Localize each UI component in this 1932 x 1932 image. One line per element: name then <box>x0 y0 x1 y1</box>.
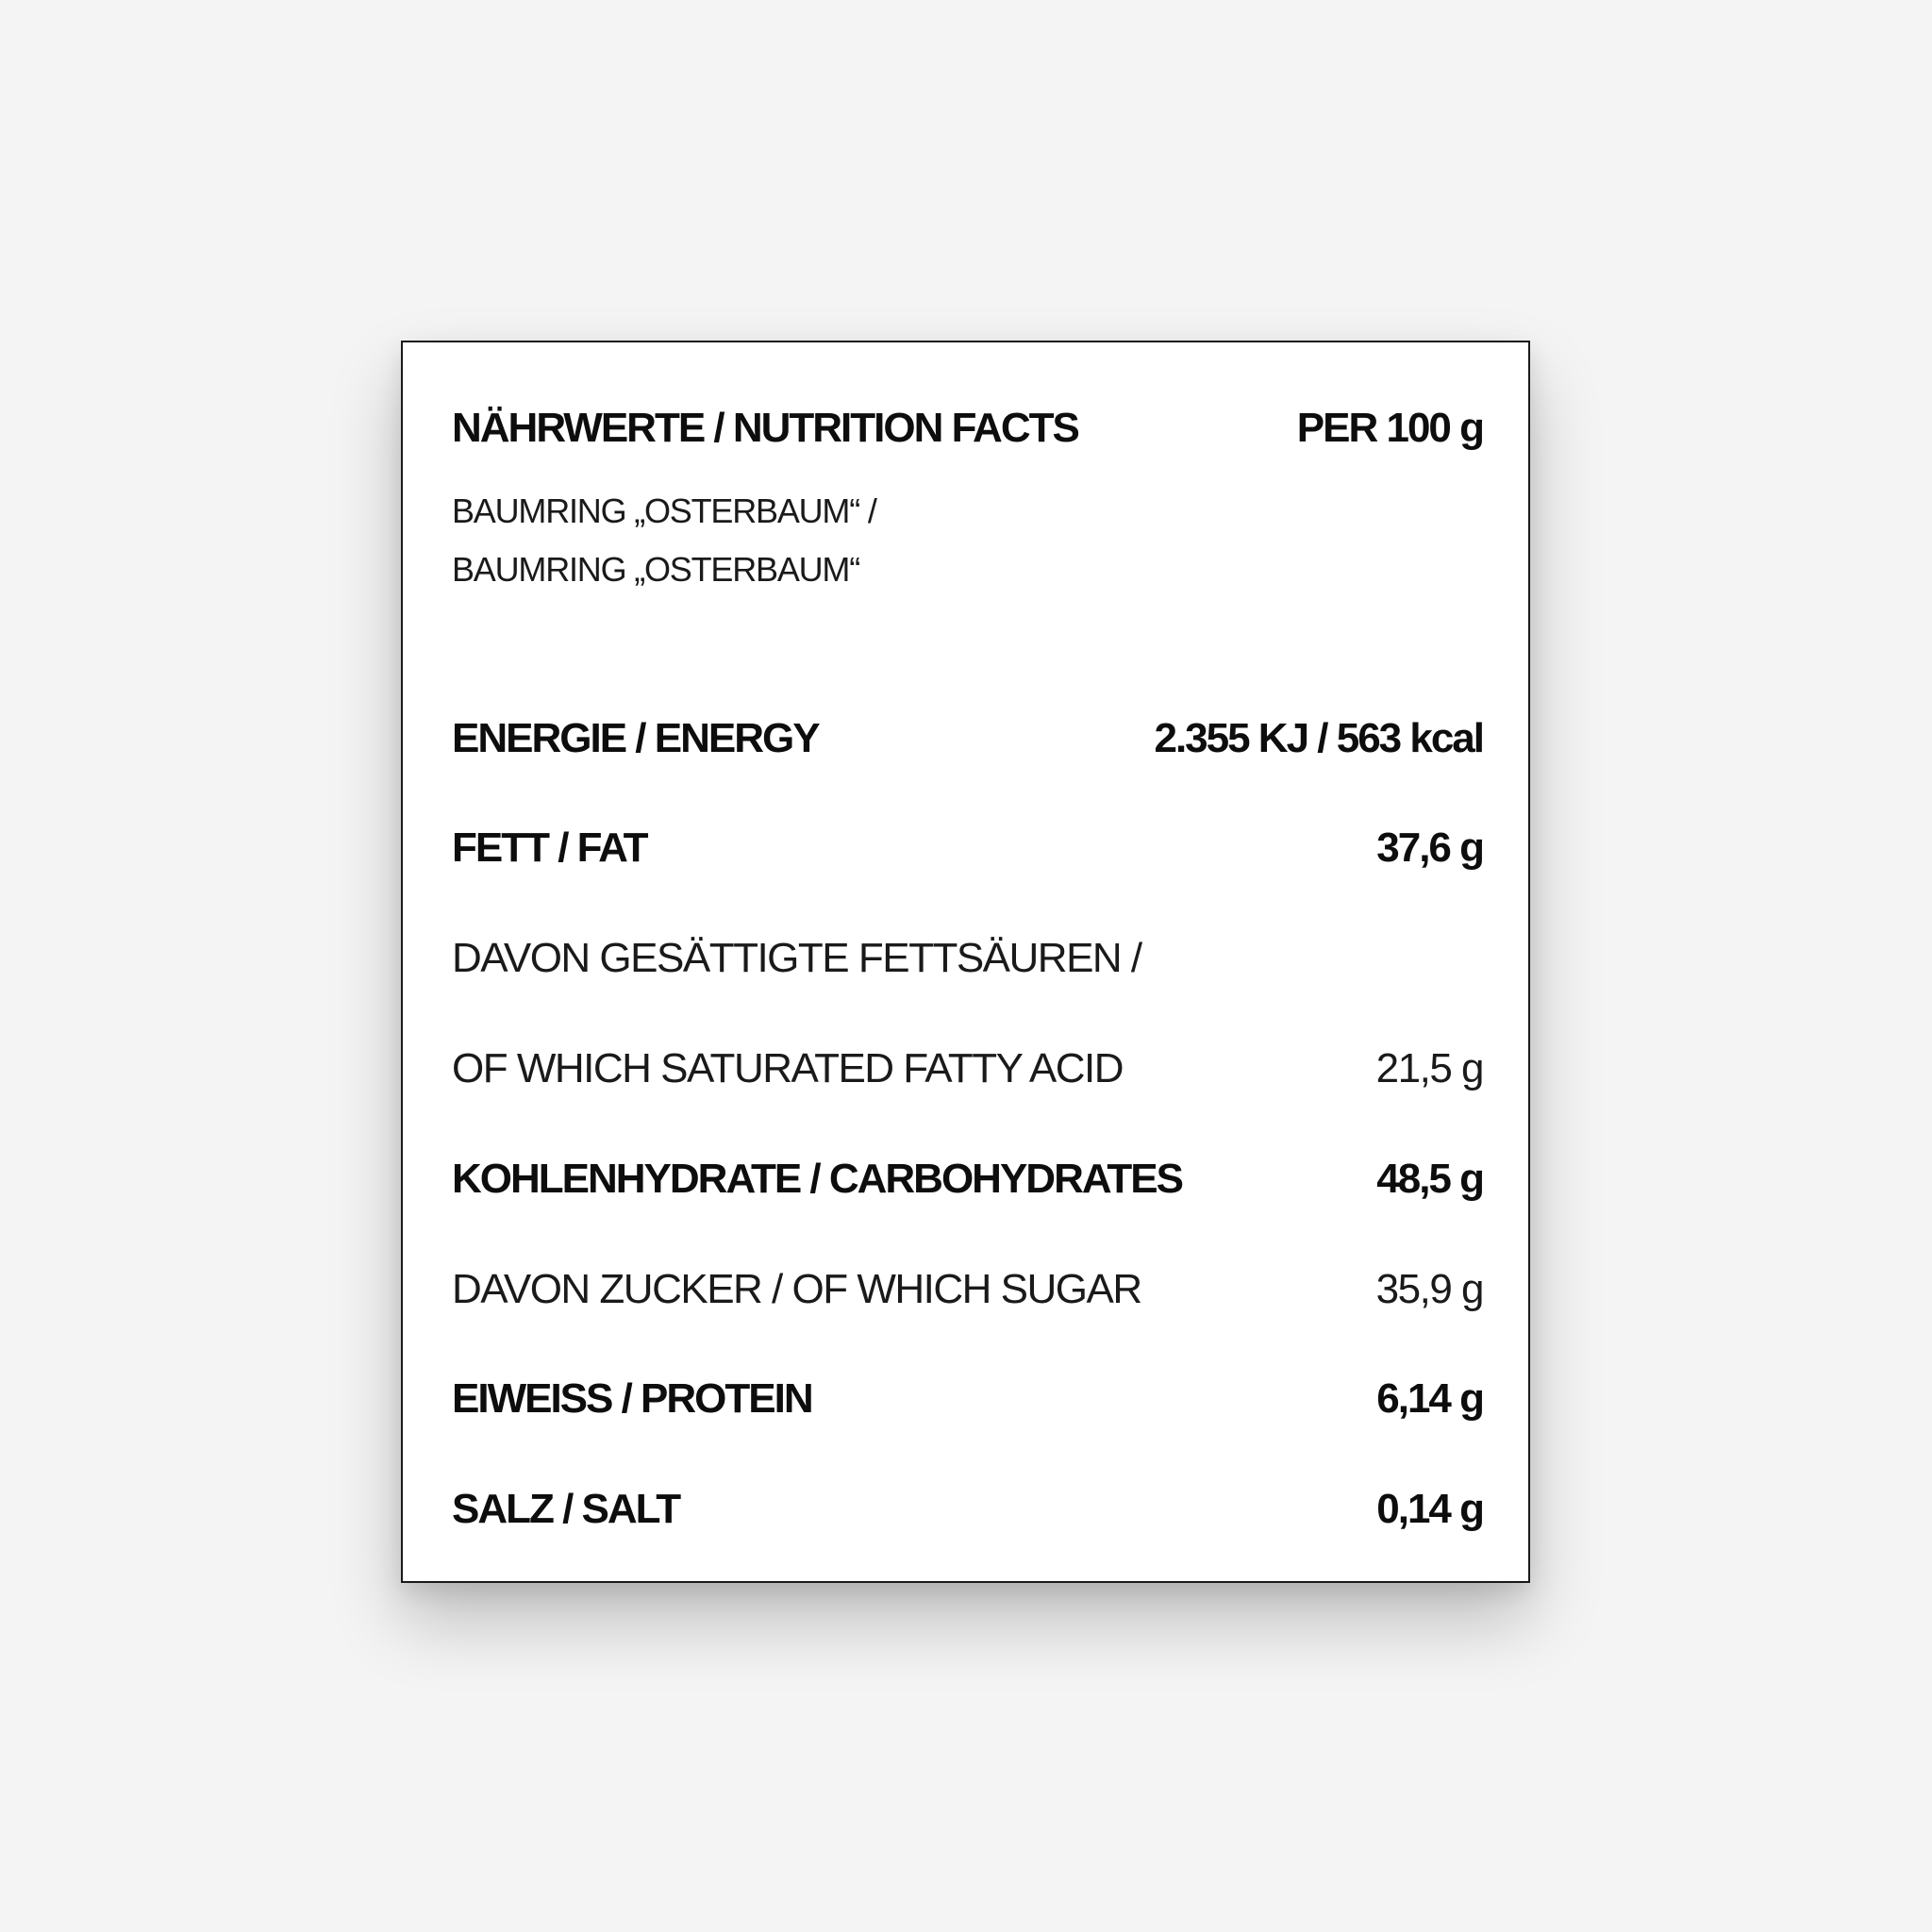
row-label: DAVON ZUCKER / OF WHICH SUGAR <box>452 1266 1141 1312</box>
row-protein <box>452 1375 1483 1423</box>
row-saturated-en <box>452 1045 1483 1092</box>
row-label: KOHLENHYDRATE / CARBOHYDRATES <box>452 1156 1182 1202</box>
row-label: EIWEISS / PROTEIN <box>452 1375 812 1422</box>
row-value: 37,6 g <box>1376 824 1483 871</box>
row-label: FETT / FAT <box>452 824 647 871</box>
row-label: DAVON GESÄTTIGTE FETTSÄUREN / <box>452 935 1141 981</box>
product-name-line-2: BAUMRING „OSTERBAUM“ <box>452 550 860 589</box>
per-amount: PER 100 g <box>1296 405 1483 451</box>
row-carbohydrates <box>452 1156 1483 1203</box>
product-name-line-1: BAUMRING „OSTERBAUM“ / <box>452 491 876 530</box>
row-value: 35,9 g <box>1375 1266 1483 1312</box>
row-energy <box>452 715 1483 762</box>
product-name <box>452 482 876 599</box>
row-saturated-de <box>452 935 1483 982</box>
row-sugar <box>452 1266 1483 1313</box>
nutrition-header <box>452 405 1483 452</box>
row-salt <box>452 1486 1483 1533</box>
row-value: 6,14 g <box>1376 1375 1483 1422</box>
row-value: 48,5 g <box>1376 1156 1483 1202</box>
row-value: 2.355 KJ / 563 kcal <box>1154 715 1483 761</box>
row-value: 0,14 g <box>1376 1486 1483 1532</box>
row-value: 21,5 g <box>1375 1045 1483 1091</box>
row-fat <box>452 824 1483 872</box>
row-label: ENERGIE / ENERGY <box>452 715 819 761</box>
nutrition-title: NÄHRWERTE / NUTRITION FACTS <box>452 405 1078 451</box>
nutrition-label-content <box>452 342 1483 1581</box>
nutrition-label <box>401 341 1530 1583</box>
row-label: SALZ / SALT <box>452 1486 680 1532</box>
row-label: OF WHICH SATURATED FATTY ACID <box>452 1045 1124 1091</box>
